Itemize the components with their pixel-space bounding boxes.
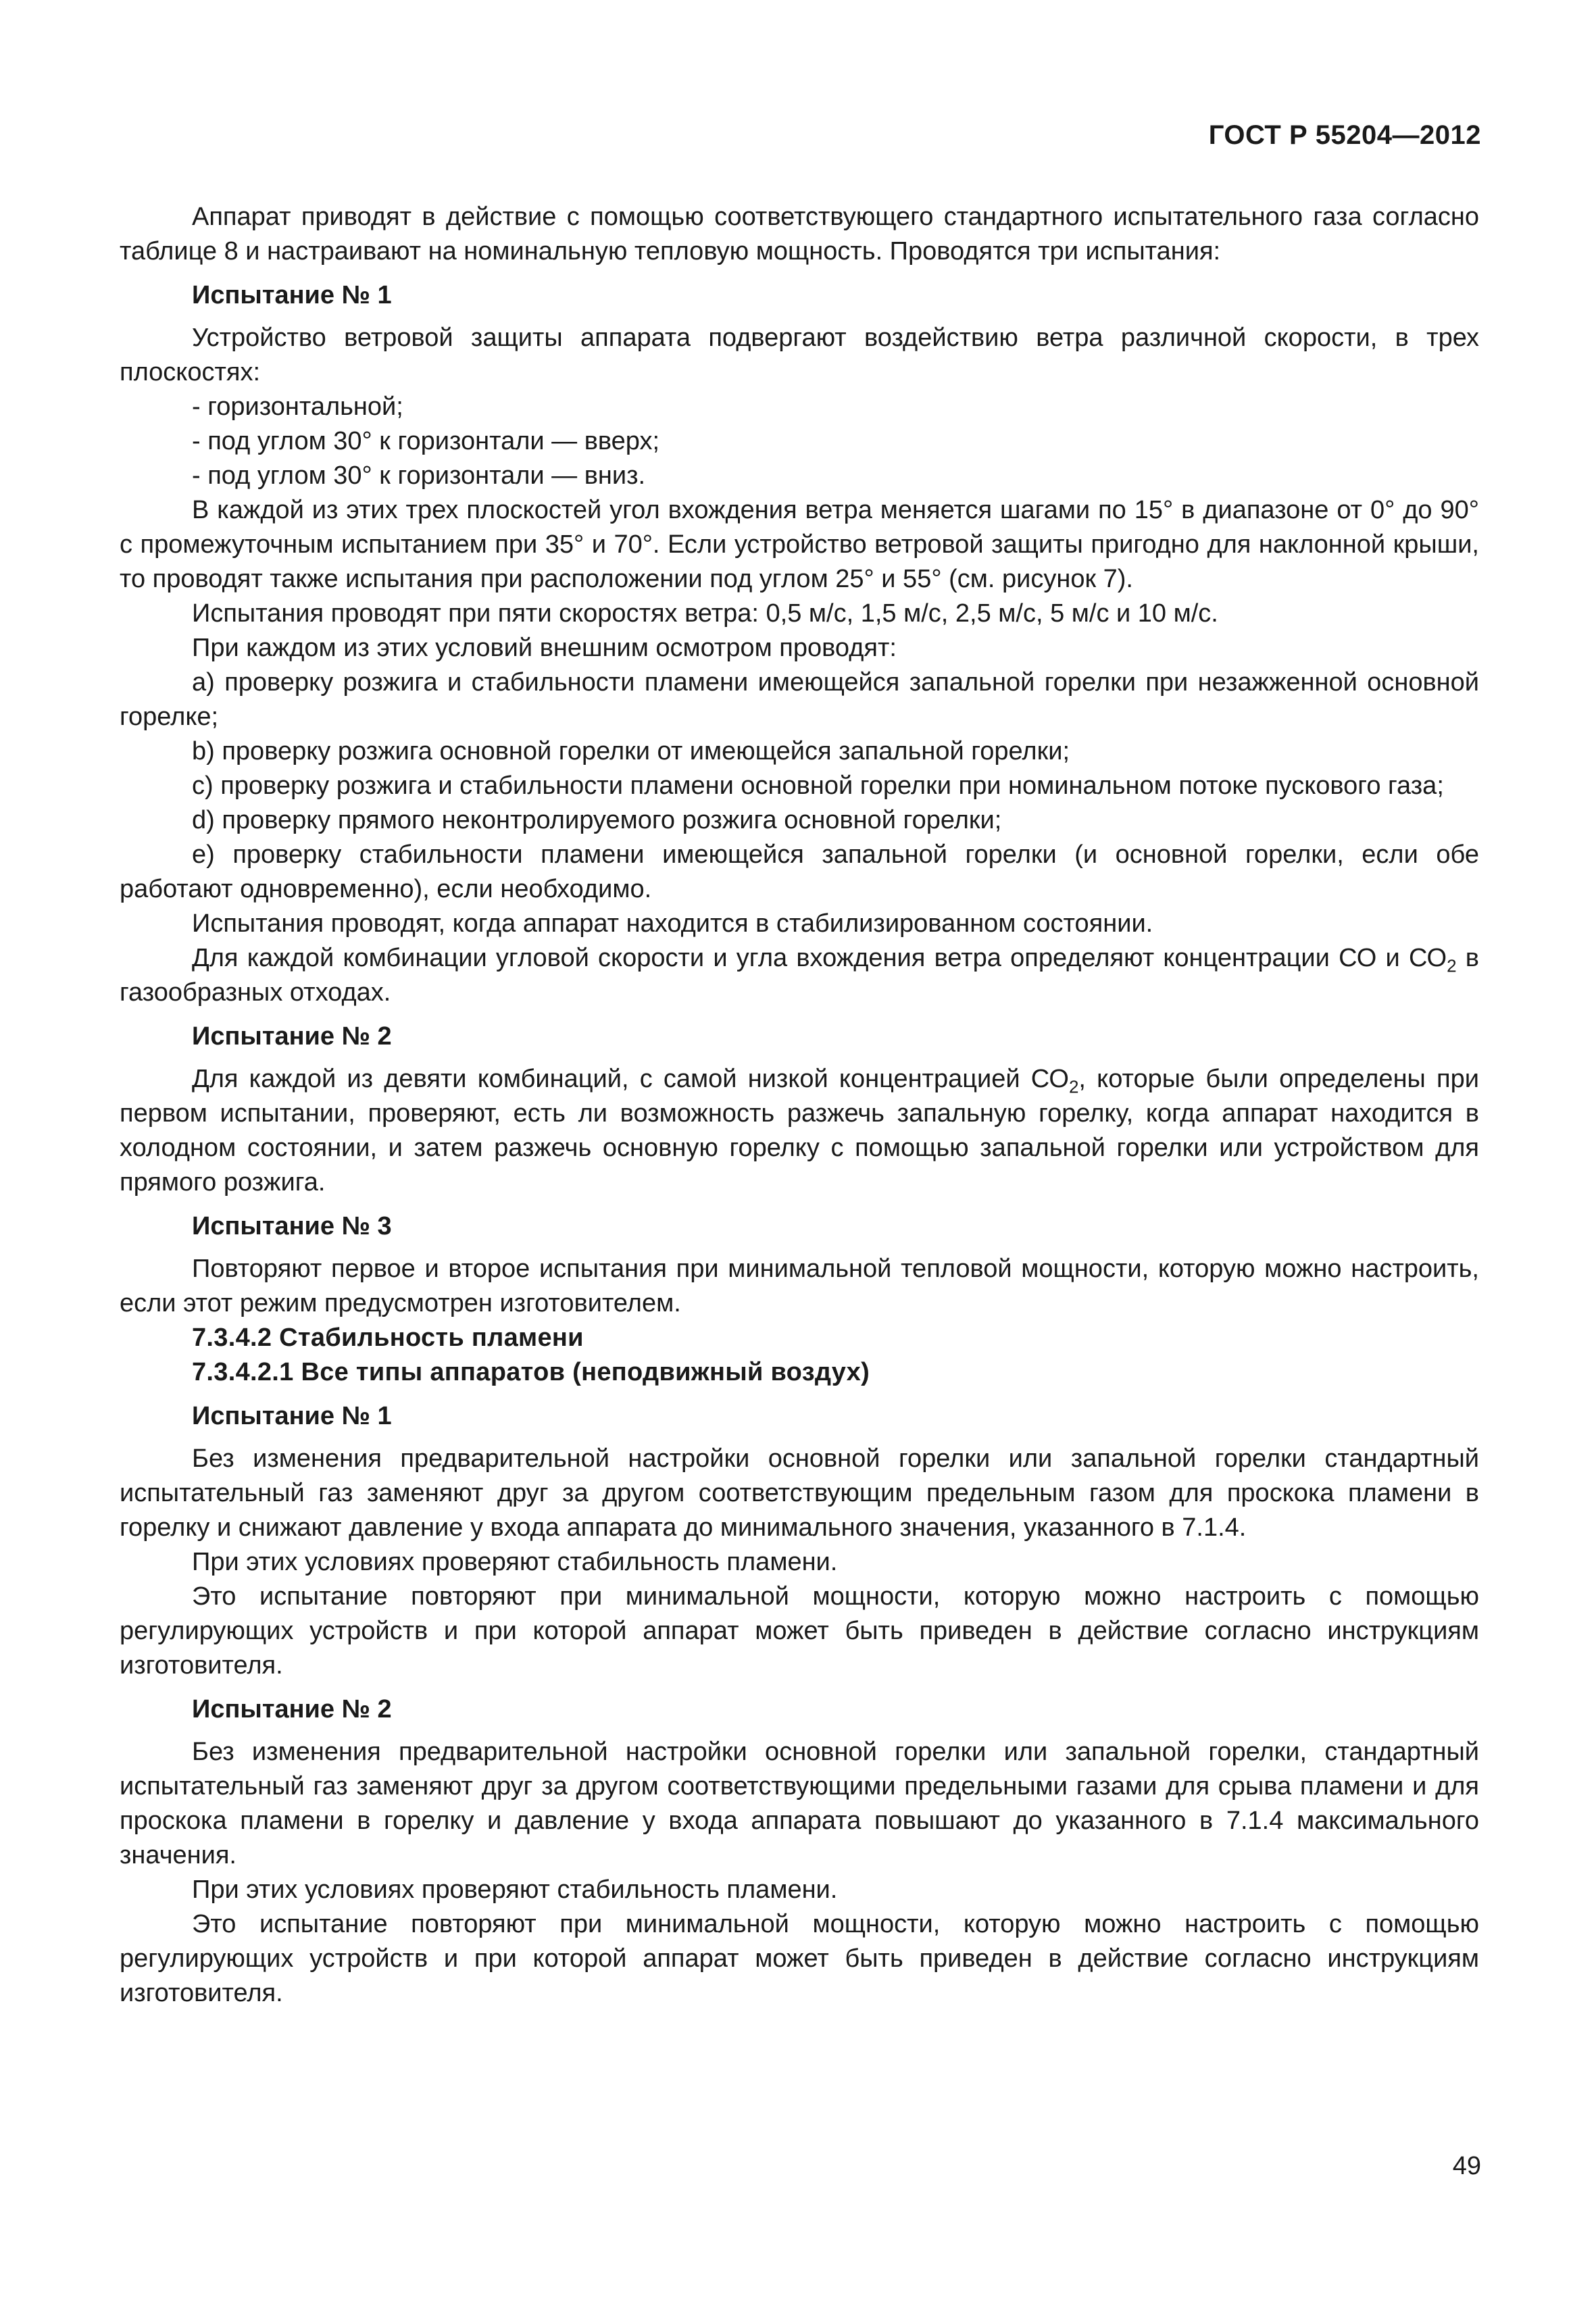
paragraph: Повторяют первое и второе испытания при минимальной тепловой мощности, которую можно настроить, если этот режим предусмотрен изготовителем. [120, 1255, 1479, 1317]
list-item: е) проверку стабильности пламени имеющейся запальной горелки (и основной горелки, если обе работают одновременно), если необходимо. [120, 840, 1479, 903]
test-heading: Испытание № 1 [192, 1402, 392, 1430]
paragraph: Это испытание повторяют при минимальной мощности, которую можно настроить с помощью регулирующих устройств и при которой аппарат может быть приведен в действие согласно инструкциям изготовителя. [120, 1910, 1479, 2007]
paragraph: Устройство ветровой защиты аппарата подвергают воздействию ветра различной скорости, в трех плоскостях: [120, 324, 1479, 386]
section-heading: 7.3.4.2 Стабильность пламени [192, 1324, 584, 1352]
document-header: ГОСТ Р 55204—2012 [1208, 120, 1481, 150]
paragraph: Аппарат приводят в действие с помощью соответствующего стандартного испытательного газа согласно таблице 8 и настраивают на номинальную тепловую мощность. Проводятся три испытания: [120, 203, 1479, 266]
list-item: - под углом 30° к горизонтали — вниз. [192, 461, 646, 490]
test-heading: Испытание № 2 [192, 1022, 392, 1051]
paragraph: Это испытание повторяют при минимальной мощности, которую можно настроить с помощью регулирующих устройств и при которой аппарат может быть приведен в действие согласно инструкциям изготовителя. [120, 1582, 1479, 1680]
paragraph: При этих условиях проверяют стабильность пламени. [192, 1548, 838, 1576]
subscript: 2 [1447, 955, 1457, 976]
section-heading: 7.3.4.2.1 Все типы аппаратов (неподвижный воздух) [192, 1358, 870, 1386]
paragraph: Испытания проводят при пяти скоростях ветра: 0,5 м/с, 1,5 м/с, 2,5 м/с, 5 м/с и 10 м/с. [192, 599, 1218, 628]
list-item: b) проверку розжига основной горелки от имеющейся запальной горелки; [192, 737, 1070, 765]
list-item: а) проверку розжига и стабильности пламени имеющейся запальной горелки при незажженной основной горелке; [120, 668, 1479, 731]
paragraph: Без изменения предварительной настройки основной горелки или запальной горелки, стандартный испытательный газ заменяют друг за другом соответствующими предельными газами для срыва пламени и для проскока пламени в горелку и давление у входа аппарата повышают до указанного в 7.1.4 максимального значения. [120, 1738, 1479, 1869]
document-body [120, 200, 1479, 2011]
paragraph [120, 941, 1479, 1010]
text-part: , которые были определены при первом испытании, проверяют, есть ли возможность разжечь запальную горелку, когда аппарат находится в холодном состоянии, и затем разжечь основную горелку с помощью запальной горелки или устройством для прямого розжига. [120, 1065, 1479, 1197]
test-heading: Испытание № 1 [192, 281, 392, 309]
list-item: - под углом 30° к горизонтали — вверх; [192, 427, 660, 455]
paragraph: Без изменения предварительной настройки основной горелки или запальной горелки стандартный испытательный газ заменяют друг за другом соответствующим предельным газом для проскока пламени в горелку и снижают давление у входа аппарата до минимального значения, указанного в 7.1.4. [120, 1444, 1479, 1542]
page-number: 49 [1452, 2152, 1481, 2180]
paragraph: В каждой из этих трех плоскостей угол вхождения ветра меняется шагами по 15° в диапазоне от 0° до 90° с промежуточным испытанием при 35° и 70°. Если устройство ветровой защиты пригодно для наклонной крыши, то проводят также испытания при расположении под углом 25° и 55° (см. рисунок 7). [120, 496, 1479, 593]
list-item: - горизонтальной; [192, 393, 403, 421]
paragraph [120, 1062, 1479, 1200]
paragraph: При каждом из этих условий внешним осмотром проводят: [192, 634, 897, 662]
text-part: Для каждой из девяти комбинаций, с самой низкой концентрацией СО [192, 1065, 1069, 1093]
list-item: d) проверку прямого неконтролируемого розжига основной горелки; [192, 806, 1002, 834]
test-heading: Испытание № 3 [192, 1212, 392, 1240]
paragraph: Испытания проводят, когда аппарат находится в стабилизированном состоянии. [192, 909, 1153, 938]
text-part: в газообразных отходах. [120, 944, 1479, 1007]
test-heading: Испытание № 2 [192, 1695, 392, 1724]
text-part: Для каждой комбинации угловой скорости и угла вхождения ветра определяют концентрации СО и СО [192, 944, 1447, 972]
paragraph: При этих условиях проверяют стабильность пламени. [192, 1876, 838, 1904]
subscript: 2 [1068, 1076, 1079, 1097]
list-item: с) проверку розжига и стабильности пламени основной горелки при номинальном потоке пускового газа; [192, 772, 1444, 800]
